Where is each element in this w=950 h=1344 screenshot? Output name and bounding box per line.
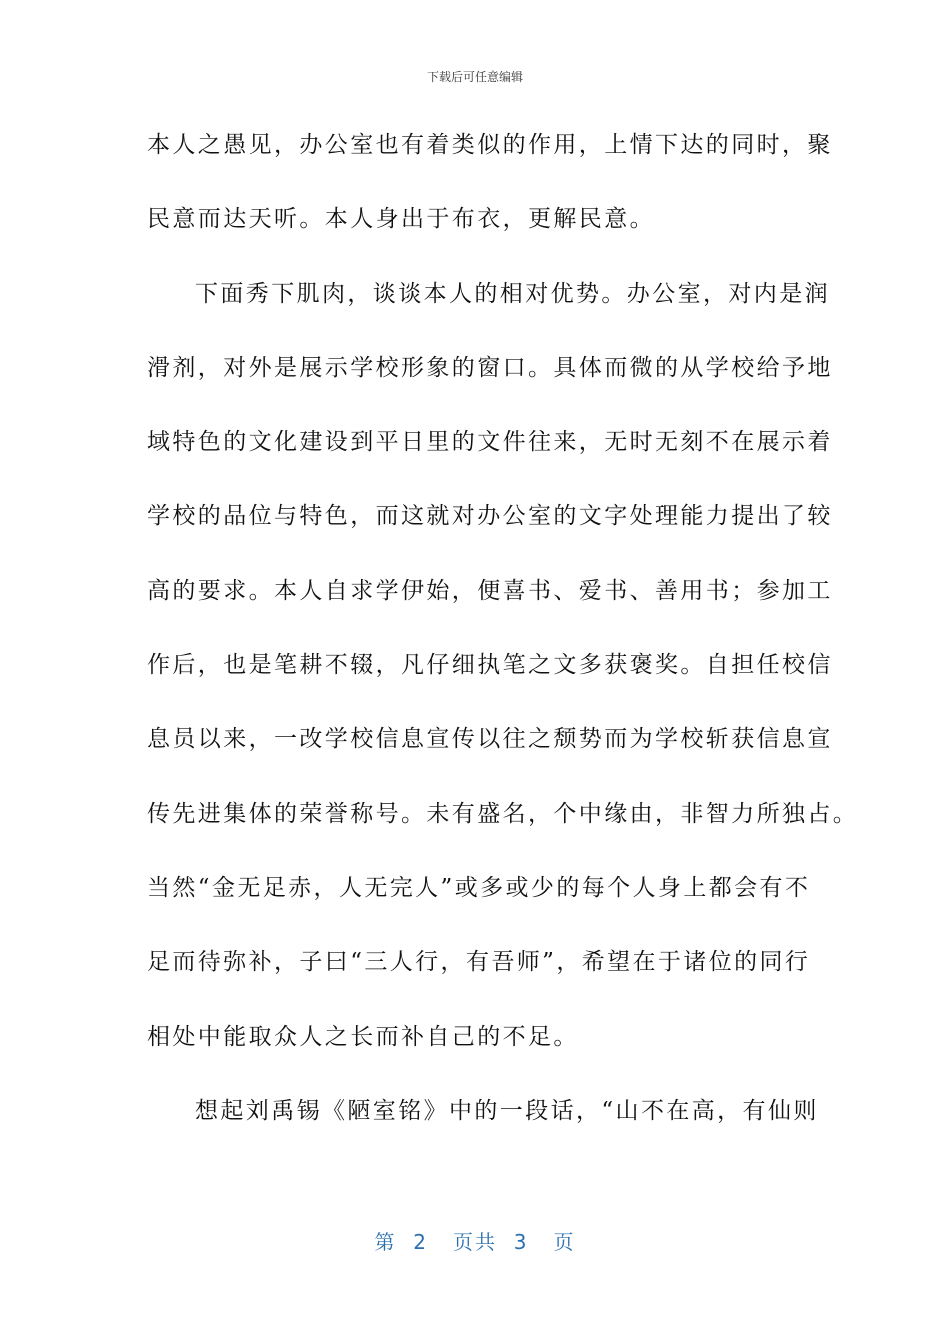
page-label-suffix: 页 <box>553 1230 576 1254</box>
text-line: 当然“金无足赤，人无完人”或多或少的每个人身上都会有不 <box>147 874 811 901</box>
text-line: 学校的品位与特色，而这就对办公室的文字处理能力提出了较 <box>147 503 833 530</box>
text-line: 作后，也是笔耕不辍，凡仔细执笔之文多获褒奖。自担任校信 <box>147 652 833 679</box>
text-line: 高的要求。本人自求学伊始，便喜书、爱书、善用书；参加工 <box>147 577 833 604</box>
page-number-footer <box>0 1226 950 1255</box>
total-pages-number: 3 <box>513 1230 529 1254</box>
text-line: 传先进集体的荣誉称号。未有盛名，个中缘由，非智力所独占。 <box>147 800 859 827</box>
page-label-prefix: 第 <box>374 1230 397 1254</box>
text-line: 想起刘禹锡《陋室铭》中的一段话，“山不在高，有仙则 <box>195 1097 819 1124</box>
text-line: 本人之愚见，办公室也有着类似的作用，上情下达的同时，聚 <box>147 132 833 158</box>
page-header-note: 下载后可任意编辑 <box>426 70 523 84</box>
document-body <box>147 120 859 1160</box>
text-line: 足而待弥补，子曰“三人行，有吾师”，希望在于诸位的同行 <box>147 949 811 976</box>
text-line: 域特色的文化建设到平日里的文件往来，无时无刻不在展示着 <box>147 429 833 456</box>
text-line: 下面秀下肌肉，谈谈本人的相对优势。办公室，对内是润 <box>195 280 830 307</box>
text-line: 滑剂，对外是展示学校形象的窗口。具体而微的从学校给予地 <box>147 354 833 381</box>
text-line: 民意而达天听。本人身出于布衣，更解民意。 <box>147 206 655 233</box>
current-page-number: 2 <box>413 1230 428 1254</box>
text-line: 相处中能取众人之长而补自己的不足。 <box>147 1023 579 1050</box>
page-label-middle: 页共 <box>453 1230 497 1254</box>
text-line: 息员以来，一改学校信息宣传以往之颓势而为学校斩获信息宣 <box>147 726 833 753</box>
